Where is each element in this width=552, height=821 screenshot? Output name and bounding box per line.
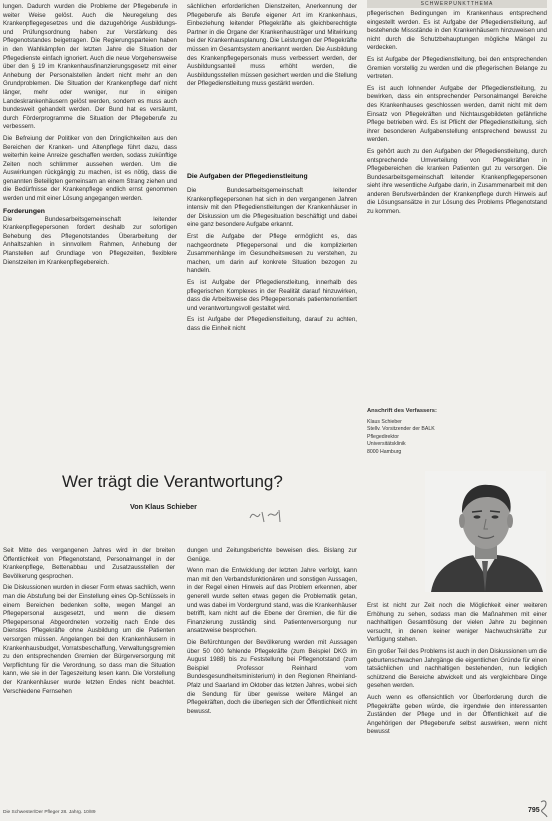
subheading-aufgaben: Die Aufgaben der Pflegedienstleitung [187, 173, 308, 180]
article-title: Wer trägt die Verantwortung? [62, 472, 283, 491]
bottom-column-1 [3, 547, 175, 809]
top-column-3 [367, 10, 547, 355]
paragraph: Es ist auch lohnender Aufgabe der Pflegedienstleitung, zu bewirken, dass ein entsprechender Personalmangel Bereiche des Krankenhauses geschlossen werden, damit nicht mit dem Einsatz von Pflegekräften und Nichtausgebildeten gefährliche Pflege betrieben wird. Es ist Pflicht der Pflegedienstleitung, sich ihrer besonderen Aufgabenstellung entsprechend bewusst zu werden. [367, 84, 547, 144]
paragraph: Es ist Aufgabe der Pflegedienstleitung, darauf zu achten, dass die Einheit nicht [187, 316, 357, 332]
journal-footer: Die Schwester/Der Pfleger 28. Jahrg. 10/89 [3, 810, 96, 815]
handwritten-mark [538, 798, 550, 818]
paragraph: Erst ist nicht zur Zeit noch die Möglichkeit einer weiteren Erhöhung zu sehen, sodass man die Maßnahmen mit einer nachhaltigen Gesamtlösung der vielen Jahre zu beginnen versucht, in denen keiner weniger Nachwuchskräfte zur Verfügung stehen. [367, 602, 547, 644]
author-line: Stellv. Vorsitzender der BALK [367, 426, 435, 433]
paragraph: Die Diskussionen wurden in dieser Form etwas sachlich, wenn man die Abstufung bei der Einstellung eines Op-Schlüssels in einem Bereichen bedenken sollte, wegen Mangel an Pflegepersonal ausgesetzt, und wenn die diesem Pflegepersonal Abgeordneten vorzeitig nach Ende des Dienstes Pflegekräfte ohne Ausbildung um die Patienten versorgen müssen. Angelangen bei den Krankenhäusern in Krankenhausbudget, Vorratsbeschaffung, Verwaltungsgremien zu den entsprechenden Gremien der Bürgerversorgung mit Verpflichtung für die Verordnung, so dass man die Situation kann, wie sie in der Tageszeitung lesen kann. Die Vorstellung der Krankenhäuser wurde letzten Endes nicht beachtet. Verschiedene Fernsehen [3, 584, 175, 695]
bottom-column-3 [367, 602, 547, 809]
article-byline: Von Klaus Schieber [130, 502, 197, 511]
paragraph: Die Bundesarbeitsgemeinschaft leitender Krankenpflegepersonen hat sich in den vergangenen Jahren intensiv mit den Pflegedienstleitungen der Krankenhäuser in der Diskussion um die Pflegesituation beschäftigt und dabei eine ganz besondere Aufgabe erkannt. [187, 187, 357, 229]
author-portrait-photo [425, 471, 546, 592]
portrait-illustration [425, 471, 546, 592]
author-line: Universitätsklinik [367, 441, 406, 448]
paragraph: sächlichen erforderlichen Dienstzeiten, Anerkennung der Pflegeberufe als Berufe eigener Art im Krankenhaus, Einbeziehung leitender Pflegekräfte als gleichberechtigte Partner in die Organe der Krankenhausträger und Mitwirkung bei der Krankenhausplanung. Die Leistungen der Pflegekräfte müssen im Gesamtsystem anerkannt werden. Die Ausbildung des Krankenpflegepersonals muss verbessert werden, der Ausbildungsanteil muss erhöht werden, die Ausbildungsstellen müssen gesichert werden und die Stellung der Pflegedienstleitung muss gestärkt werden. [187, 3, 357, 88]
top-column-2 [187, 3, 357, 168]
paragraph: Es ist Aufgabe der Pflegedienstleitung, innerhalb des pflegerischen Komplexes in der Realität darauf hinzuwirken, dass die Arbeitsweise des Pflegepersonals patientenorientiert und verantwortungsvoll gestaltet wird. [187, 278, 357, 312]
author-address [367, 408, 547, 457]
section-header-tag: SCHWERPUNKTTHEMA [367, 0, 547, 8]
author-line: Klaus Schieber [367, 418, 402, 425]
author-address-label: Anschrift des Verfassers: [367, 408, 437, 414]
paragraph: lungen. Dadurch wurden die Probleme der Pflegeberufe in weiter Weise gelöst. Auch die Neuregelung des Krankenpflegegesetzes und die dazugehörige Ausbildungs- und Prüfungsordnung haben zur Verstärkung des Pflegenotstandes beigetragen. Die Regierungsparteien haben in den Wahlkämpfen der letzten Jahre die Situation der Pflegedienste einfach ignoriert. Auch die neue Vorgehensweise über den § 19 im Krankenhausfinanzierungsgesetz mit einer Anhebung der Personalstellen ändert nicht mehr an den Grundproblemen. Die Situation der Krankenpflege darf nicht länger, mehr oder weniger, nur in einigen Landeskrankenhäusern gelöst werden, sondern es muss auch bundesweit gehandelt werden. Der Bund hat es versäumt, durch Förderprogramme die Situation der Pflegeberufe zu verbessern. [3, 3, 177, 131]
paragraph: dungen und Zeitungsberichte beweisen dies. Bislang zur Genüge. [187, 547, 357, 563]
paragraph: Die Befreiung der Politiker von den Dringlichkeiten aus den Bereichen der Kranken- und Altenpflege führt dazu, dass weiterhin keine Anreize geschaffen werden, sodass zukünftige Zeiten noch schlimmer aussehen werden. Um die Auswirkungen rückgängig zu machen, ist es nötig, dass die genannten Beteiligten gemeinsam an einem Strang ziehen und die Bedürfnisse der Krankenpflege endlich ernst genommen werden und mit einer Lösung angegangen werden. [3, 134, 177, 203]
paragraph: Auch wenn es offensichtlich vor Überforderung durch die Pflegekräfte geben würde, die irgendwie den interessanten Zuständen der Pflege und in der Öffentlichkeit auf die Angehörigen der Pflegeberufe selbst auswirken, wenn nicht bewusst [367, 693, 547, 736]
handwritten-mark [246, 504, 286, 526]
bottom-column-2 [187, 547, 357, 809]
page-number: 795 [528, 807, 540, 814]
paragraph: Die Befürchtungen der Bevölkerung werden mit Aussagen über 50 000 fehlende Pflegekräfte (zum Beispiel DKG im August 1988) bis zu Feststellung bei Pflegenotstand (zum Beispiel Professor Reinhard vom Bundesgesundheitsministerium) in den Regionen Rheinland-Pfalz und Saarland im Oktober das letzten Jahres, wobei sich die Sendung für über gewisse weitere Mängel an Pflegekräften, doch die überlegen sich der Öffentlichkeit nicht bewusst. [187, 638, 357, 715]
top-column-1 [3, 3, 177, 348]
paragraph: pflegerischen Bedingungen im Krankenhaus entsprechend eingestellt werden. Es ist Aufgabe der Pflegedienstleitung, auf bestehende Missstände in den Krankenhäusern hinzuweisen und nicht durch die Schutzbehauptungen mögliche Mängel zu verdecken. [367, 10, 547, 52]
top-column-2-continued [187, 172, 357, 468]
paragraph: Es ist Aufgabe der Pflegedienstleitung, bei den entsprechenden Gremien vorstellig zu werden und die pflegerischen Belange zu vertreten. [367, 55, 547, 81]
author-line: 8000 Hamburg [367, 448, 402, 455]
paragraph: Es gehört auch zu den Aufgaben der Pflegedienstleitung, durch entsprechende Umverteilung von Pflegekräften in Pflegebereichen die kranken Patienten gut zu versorgen. Die Bundesarbeitsgemeinschaft leitender Krankenpflegepersonen sieht ihre wesentliche Aufgabe darin, in Zusammenarbeit mit den anderen Berufsverbänden der Krankenpflege durch Hinweis auf die Lösungsansätze in zur Lösung des Problems Pflegenotstand zu kommen. [367, 147, 547, 216]
paragraph: Die Bundesarbeitsgemeinschaft leitender Krankenpflegepersonen fordert deshalb zur sofortigen Behebung des Pflegenotstandes Überarbeitung der Anhaltszahlen in sinnvollem Rahmen, Anhebung der Planstellen auf Grundlage von Pflegezeiten, flexiblere Dienstzeiten im Krankenpflegebereich. [3, 215, 177, 266]
paragraph: Ein großer Teil des Problems ist auch in den Diskussionen um die geburtenschwachen Jahrgänge die eigentlichen Gründe für einen tatsächlichen und nachhaltigen bestehenden, nun lediglich schützend die Bereiche abwickelt und als vergleichbare Dinge gesehen werden. [367, 647, 547, 690]
paragraph: Erst die Aufgabe der Pflege ermöglicht es, das nachgeordnete Pflegepersonal und die komplizierten Zusammenhänge im Gesundheitswesen zu verstehen, zu machen, um darin auf konkrete Situation bezogen zu handeln. [187, 232, 357, 275]
author-line: Pflegedirektor [367, 433, 400, 440]
paragraph: Wenn man die Entwicklung der letzten Jahre verfolgt, kann man mit den Verbandsfunktionären und sonstigen Aussagen, in der Regel einen Hinweis auf das Problem erkennen, aber generell wurde selten etwas gegen die Problematik getan, und was dabei im Vordergrund stand, was die Krankenhäuser betrifft, kam nicht auf die Ebene der Gremien, die für die Finanzierung zuständig sind. Patientenversorgung nur ansatzweise besprochen. [187, 567, 357, 635]
paragraph: Seit Mitte des vergangenen Jahres wird in der breiten Öffentlichkeit von Pflegenotstand, Personalmangel in der Krankenpflege, Bettenabbau und Zusatzausstellen der Bevölkerung gesprochen. [3, 547, 175, 580]
subheading-forderungen: Forderungen [3, 207, 45, 215]
